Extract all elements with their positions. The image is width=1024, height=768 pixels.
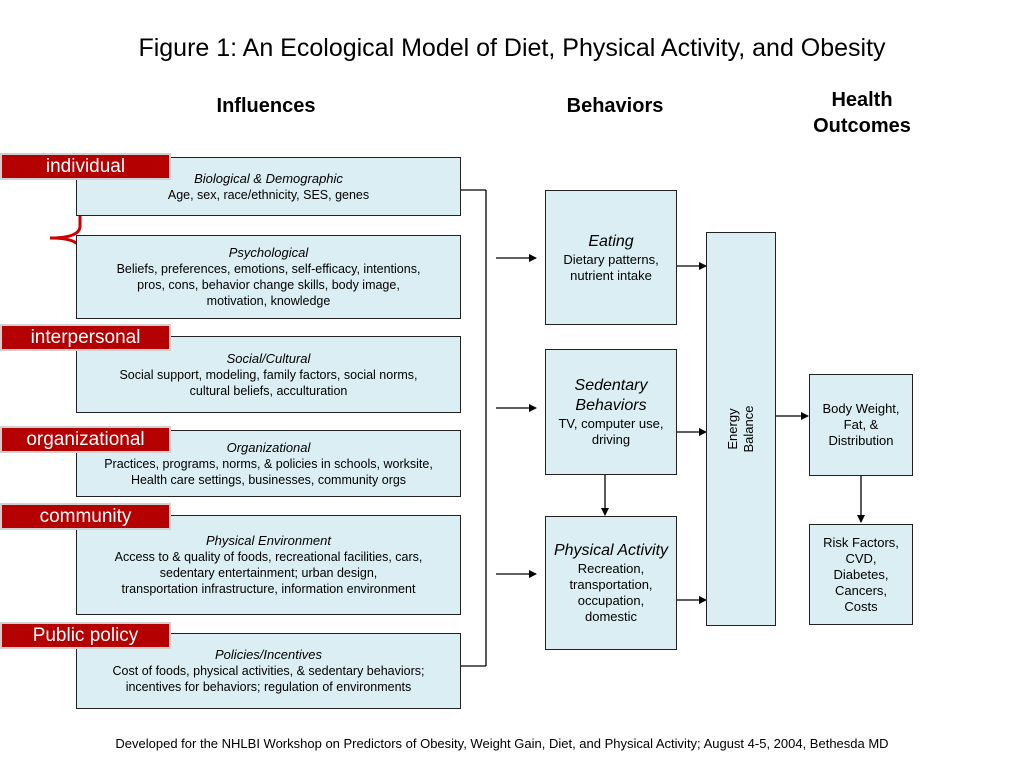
outcome-text: Diabetes,: [833, 566, 889, 582]
influence-psychological: [76, 235, 461, 319]
health-outcomes-header-line2: Outcomes: [813, 115, 911, 137]
behavior-text: transportation,: [569, 577, 653, 592]
outcome-text: Fat, &: [843, 417, 879, 432]
influence-text: Access to & quality of foods, recreational facilities, cars,: [114, 550, 423, 564]
influence-text: transportation infrastructure, information environment: [121, 582, 416, 596]
influence-text: sedentary entertainment; urban design,: [159, 566, 378, 580]
influence-text: Social support, modeling, family factors, social norms,: [119, 367, 418, 382]
behavior-text: nutrient intake: [570, 267, 652, 283]
tag-community: community: [0, 503, 171, 530]
behavior-title: Sedentary: [574, 377, 648, 394]
outcome-text: CVD,: [845, 550, 877, 566]
behavior-text: domestic: [584, 609, 638, 624]
influence-physical-environment: [76, 515, 461, 615]
influence-text: Age, sex, race/ethnicity, SES, genes: [167, 187, 370, 202]
outcome-text: Risk Factors,: [823, 534, 899, 550]
figure-title: Figure 1: An Ecological Model of Diet, Physical Activity, and Obesity: [138, 34, 886, 62]
outcome-text: Distribution: [828, 433, 894, 448]
outcome-text: Costs: [844, 598, 878, 614]
influences-header: Influences: [216, 95, 316, 117]
influence-title: Social/Cultural: [226, 350, 311, 366]
energy-balance-box: [706, 232, 776, 626]
influence-title: Physical Environment: [206, 533, 331, 548]
behavior-text: occupation,: [577, 593, 645, 608]
influence-text: Cost of foods, physical activities, & sedentary behaviors;: [112, 664, 425, 678]
outcome-risk-factors: [809, 524, 913, 625]
behavior-title: Eating: [588, 232, 634, 250]
health-outcomes-header-line1: Health: [831, 89, 893, 111]
influence-text: cultural beliefs, acculturation: [189, 383, 348, 398]
influence-title: Organizational: [226, 439, 311, 455]
influence-title: Biological & Demographic: [194, 170, 343, 186]
outcome-text: Body Weight,: [822, 401, 900, 416]
tag-individual: individual: [0, 153, 171, 180]
tag-public-policy: Public policy: [0, 622, 171, 649]
behavior-text: TV, computer use,: [558, 416, 664, 431]
energy-balance-label: [725, 384, 757, 474]
behaviors-header: Behaviors: [566, 95, 664, 117]
behavior-text: Dietary patterns,: [563, 251, 659, 267]
tag-interpersonal: interpersonal: [0, 324, 171, 351]
influence-text: Practices, programs, norms, & policies in schools, worksite,: [104, 456, 433, 471]
influence-title: Psychological: [228, 245, 309, 260]
behavior-eating: [545, 190, 677, 325]
energy-label-line1: Energy: [725, 408, 740, 450]
influence-text: Beliefs, preferences, emotions, self-efficacy, intentions,: [116, 262, 421, 276]
behavior-title: Behaviors: [575, 397, 647, 414]
behavior-title: Physical Activity: [553, 542, 669, 559]
outcome-text: Cancers,: [834, 582, 888, 598]
influence-title: Policies/Incentives: [215, 647, 322, 662]
behavior-physical-activity: [545, 516, 677, 650]
behavior-text: driving: [591, 432, 631, 447]
footer-credit: Developed for the NHLBI Workshop on Predictors of Obesity, Weight Gain, Diet, and Physical Activity; August 4-5, 2004, Bethesda MD: [115, 736, 889, 751]
influence-text: pros, cons, behavior change skills, body image,: [137, 278, 400, 292]
energy-label-line2: Balance: [741, 405, 756, 453]
tag-organizational: organizational: [0, 426, 171, 453]
behavior-sedentary: [545, 349, 677, 475]
behavior-text: Recreation,: [577, 561, 645, 576]
influence-text: incentives for behaviors; regulation of environments: [125, 680, 412, 694]
influence-text: motivation, knowledge: [206, 294, 331, 308]
outcome-body-weight: [809, 374, 913, 476]
influence-text: Health care settings, businesses, community orgs: [130, 472, 407, 487]
